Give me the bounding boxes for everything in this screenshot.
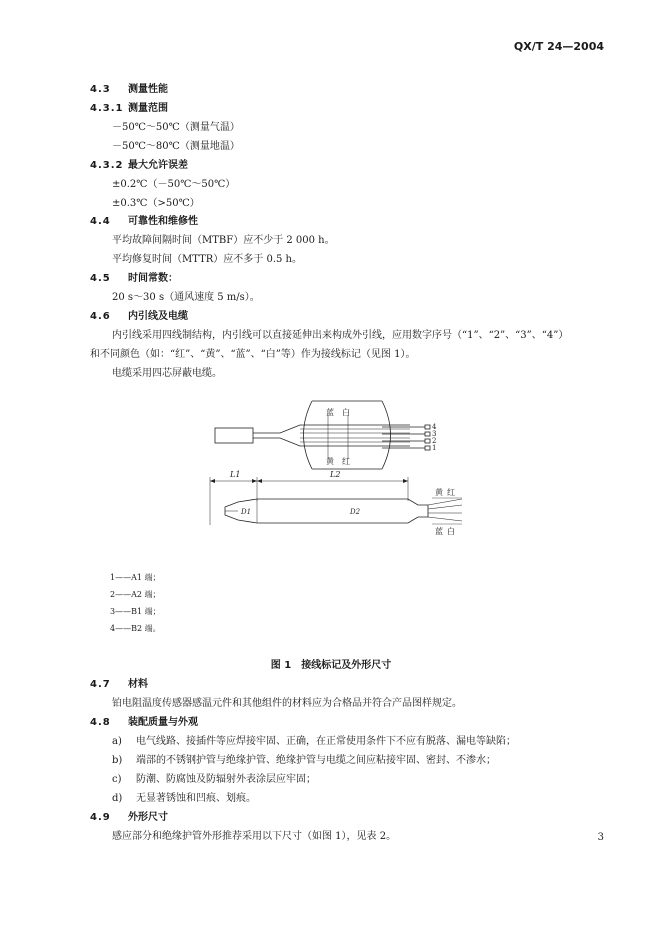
wire-number-2: 2 [432, 437, 437, 445]
section-4-4-heading [90, 212, 198, 227]
section-4-3-1-heading [90, 99, 168, 114]
list-text: 电气线路、接插件等应焊接牢固、正确，在正常使用条件下不应有脱落、漏电等缺陷； [136, 736, 516, 747]
dim-label-l2: L2 [330, 470, 341, 479]
terminal-4 [425, 425, 430, 429]
section-title: 外形尺寸 [128, 812, 168, 823]
section-number: 4.3 [90, 84, 111, 95]
section-4-9-heading [90, 808, 168, 823]
color-label-red: 红 [342, 457, 350, 466]
section-title: 可靠性和维修性 [128, 216, 198, 227]
lower-label-blue: 蓝 [435, 527, 443, 536]
section-number: 4.5 [90, 273, 111, 284]
body-line: 电缆采用四芯屏蔽电缆。 [112, 368, 222, 379]
terminal-3 [425, 432, 430, 436]
sensor-head-rect [215, 428, 253, 443]
standard-number: QX/T 24—2004 [513, 40, 604, 53]
section-title: 时间常数： [128, 273, 178, 284]
figure-caption: 图 1 接线标记及外形尺寸 [270, 660, 392, 671]
list-marker: a) [112, 736, 122, 747]
terminal-2 [425, 439, 430, 443]
fanned-wires [428, 499, 462, 521]
legend-item: 4——B2 端。 [110, 624, 161, 633]
section-number: 4.6 [90, 311, 111, 322]
body-line: 平均修复时间（MTTR）应不多于 0.5 h。 [112, 254, 302, 265]
body-line: 20 s～30 s（通风速度 5 m/s）。 [112, 292, 260, 303]
section-4-3-2-heading [90, 156, 188, 171]
lower-label-white: 白 [447, 527, 455, 536]
legend-item: 1——A1 端； [110, 573, 161, 582]
list-text: 无显著锈蚀和凹痕、划痕。 [136, 793, 256, 804]
body-line: 感应部分和绝缘护管外形推荐采用以下尺寸（如图 1），见表 2。 [112, 831, 397, 842]
list-marker: d) [112, 793, 123, 804]
section-number: 4.9 [90, 812, 111, 823]
list-item [112, 732, 516, 747]
dimension-extension-lines [210, 477, 408, 525]
list-text: 端部的不锈钢护管与绝缘护管、绝缘护管与电缆之间应粘接牢固、密封、不渗水； [136, 755, 496, 766]
dim-label-d1: D1 [241, 508, 252, 516]
legend-item: 2——A2 端； [110, 590, 161, 599]
list-item [112, 770, 316, 785]
wire-leads [382, 427, 425, 448]
body-line: 内引线采用四线制结构，内引线可以直接延伸出来构成外引线，应用数字序号（“1”、“2”、“3”、“4”） [112, 330, 569, 341]
section-number: 4.3.1 [90, 103, 124, 114]
section-title: 测量性能 [128, 84, 168, 95]
section-title: 内引线及电缆 [128, 311, 188, 322]
section-4-3-heading [90, 80, 168, 95]
body-line: －50℃～80℃（测量地温） [112, 141, 240, 152]
list-marker: c) [112, 774, 122, 785]
dim-label-l1: L1 [230, 470, 241, 479]
wire-number-1: 1 [432, 444, 437, 452]
page-number: 3 [597, 832, 604, 843]
section-title: 装配质量与外观 [128, 717, 198, 728]
wire-number-3: 3 [432, 430, 437, 438]
list-item [112, 789, 256, 804]
color-label-yellow: 黄 [326, 457, 334, 466]
body-line: －50℃～50℃（测量气温） [112, 122, 240, 133]
list-text: 防潮、防腐蚀及防辐射外表涂层应牢固； [136, 774, 316, 785]
section-number: 4.3.2 [90, 160, 124, 171]
section-4-6-heading [90, 307, 188, 322]
cable-sheath [253, 425, 410, 446]
section-4-5-heading [90, 269, 178, 284]
terminal-1 [425, 446, 430, 450]
body-line: 铂电阻温度传感器感温元件和其他组件的材料应为合格品并符合产品图样规定。 [112, 698, 462, 709]
color-label-white: 白 [342, 408, 350, 417]
lower-label-yellow: 黄 [435, 488, 443, 497]
section-number: 4.7 [90, 679, 111, 690]
body-line: ±0.2℃（－50℃～50℃） [112, 179, 236, 190]
color-label-blue: 蓝 [326, 408, 334, 417]
section-4-8-heading [90, 713, 198, 728]
inner-wires [300, 429, 410, 442]
list-item [112, 751, 496, 766]
section-title: 测量范围 [128, 103, 168, 114]
body-line: 和不同颜色（如：“红”、“黄”、“蓝”、“白”等）作为接线标记（见图 1）。 [90, 349, 416, 360]
legend-item: 3——B1 端； [110, 607, 161, 616]
wire-number-4: 4 [432, 423, 437, 431]
section-4-7-heading [90, 675, 148, 690]
sensor-outline [225, 499, 428, 523]
dim-label-d2: D2 [350, 508, 361, 516]
section-number: 4.4 [90, 216, 111, 227]
figure-1-drawing [200, 395, 470, 555]
section-number: 4.8 [90, 717, 111, 728]
section-title: 最大允许误差 [128, 160, 188, 171]
color-leader-lines [328, 415, 348, 459]
lower-label-red: 红 [447, 488, 455, 497]
body-line: 平均故障间隔时间（MTBF）应不少于 2 000 h。 [112, 235, 335, 246]
body-line: ±0.3℃（>50℃） [112, 198, 200, 209]
section-title: 材料 [128, 679, 148, 690]
list-marker: b) [112, 755, 123, 766]
